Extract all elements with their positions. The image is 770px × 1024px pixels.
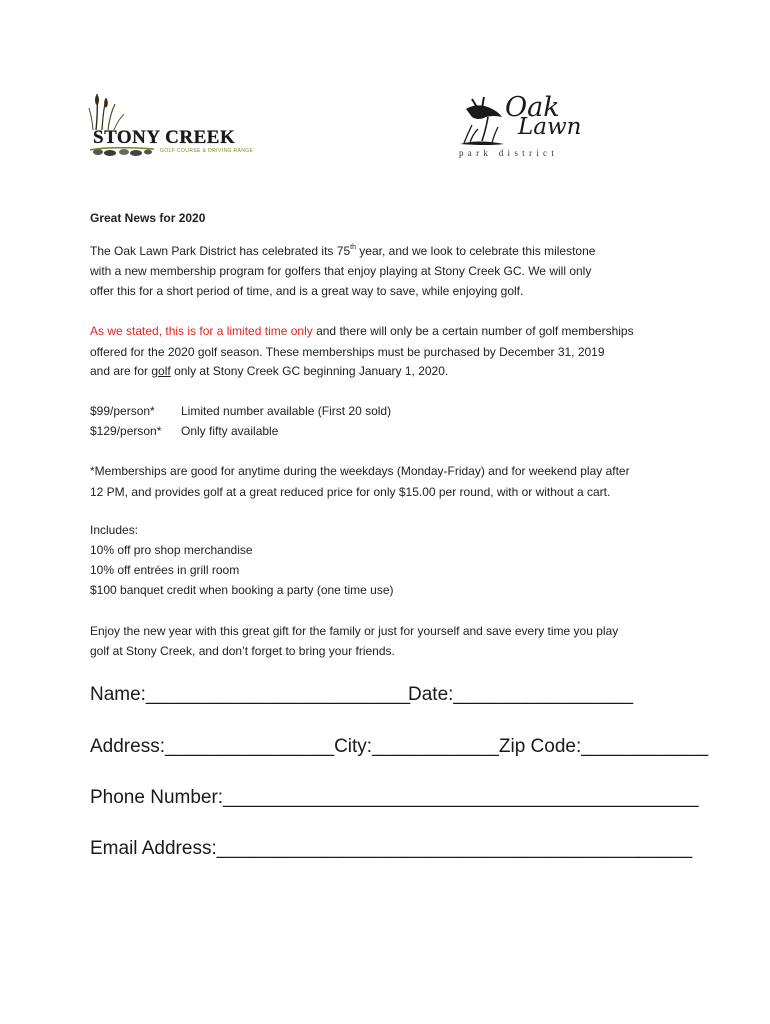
paragraph-3-line-2: 12 PM, and provides golf at a great reduced price for only $15.00 per round, with or without a cart. <box>90 485 611 499</box>
zip-code-field[interactable]: Zip Code:____________ <box>498 736 709 757</box>
price-row-99: $99/person* Limited number available (First 20 sold) <box>90 404 392 418</box>
price-row-129: $129/person* Only fifty available <box>90 424 279 438</box>
name-field[interactable]: Name:_________________________ <box>90 684 411 705</box>
paragraph-4-line-2: golf at Stony Creek, and don’t forget to bring your friends. <box>90 644 395 658</box>
paragraph-2-line-3: and are for golf only at Stony Creek GC beginning January 1, 2020. <box>90 364 449 378</box>
oak-lawn-word-oak: Oak <box>505 92 560 123</box>
city-field[interactable]: City:____________ <box>334 736 499 757</box>
paragraph-1-line-2: with a new membership program for golfers that enjoy playing at Stony Creek GC. We will only <box>90 264 592 278</box>
oak-lawn-word-lawn: Lawn <box>518 114 582 140</box>
address-field[interactable]: Address:________________ <box>90 736 335 757</box>
stony-creek-wordmark: STONY CREEK <box>93 127 236 148</box>
paragraph-1-line-3: offer this for a short period of time, and is a great way to save, while enjoying golf. <box>90 284 524 298</box>
paragraph-2-line-1: As we stated, this is for a limited time only and there will only be a certain number of golf memberships <box>90 324 634 338</box>
paragraph-1-line-1: The Oak Lawn Park District has celebrated its 75th year, and we look to celebrate this milestone <box>90 244 596 258</box>
stony-creek-tagline: GOLF COURSE & DRIVING RANGE <box>160 148 254 154</box>
email-address-field[interactable]: Email Address:_____________________________________________ <box>90 838 693 859</box>
limited-time-notice: As we stated, this is for a limited time only <box>90 324 313 338</box>
includes-item: $100 banquet credit when booking a party (one time use) <box>90 583 394 597</box>
paragraph-2-line-2: offered for the 2020 golf season. These memberships must be purchased by December 31, 2019 <box>90 345 605 359</box>
paragraph-3-line-1: *Memberships are good for anytime during the weekdays (Monday-Friday) and for weekend play after <box>90 464 630 478</box>
paragraph-4-line-1: Enjoy the new year with this great gift for the family or just for yourself and save every time you play <box>90 624 619 638</box>
address-row <box>90 735 708 759</box>
phone-number-field[interactable]: Phone Number:_____________________________________________ <box>90 787 699 808</box>
oak-lawn-tagline: park district <box>459 148 559 158</box>
date-field[interactable]: Date:_________________ <box>408 684 634 705</box>
includes-item: 10% off pro shop merchandise <box>90 543 253 557</box>
includes-item: 10% off entrées in grill room <box>90 563 240 577</box>
letter-heading: Great News for 2020 <box>90 211 206 225</box>
includes-title: Includes: <box>90 523 139 537</box>
